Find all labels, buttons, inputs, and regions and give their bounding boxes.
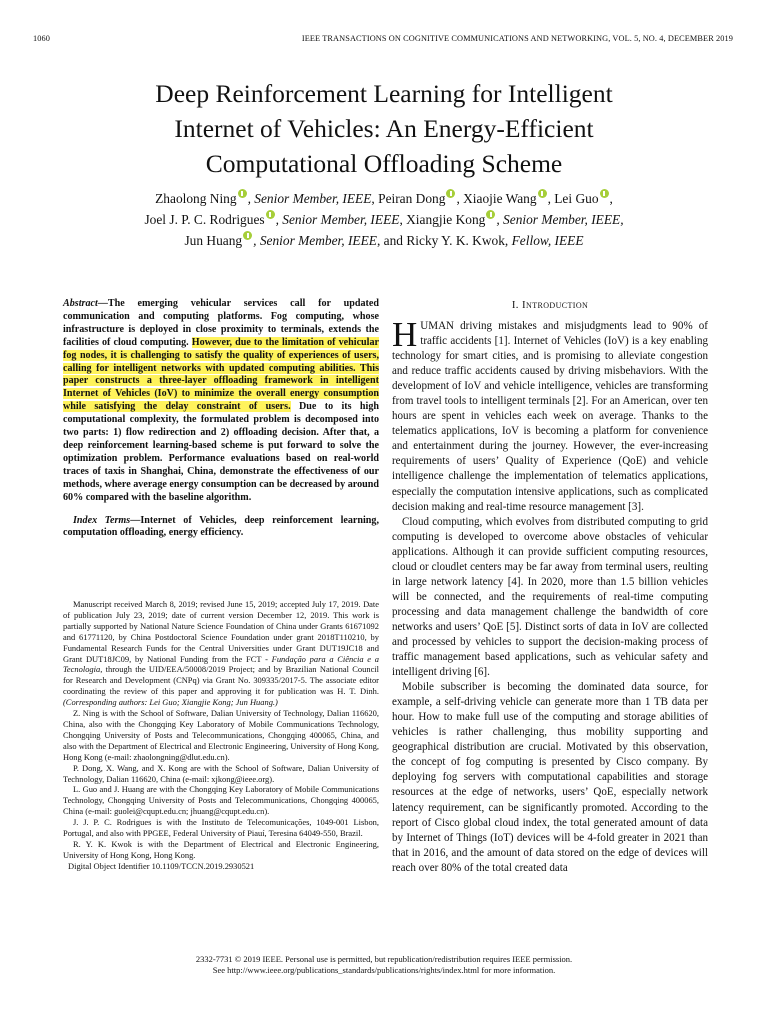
journal-header: IEEE TRANSACTIONS ON COGNITIVE COMMUNICATIONS AND NETWORKING, VOL. 5, NO. 4, DECEMBER 2019 — [301, 34, 733, 43]
running-header — [33, 34, 733, 48]
index-terms — [63, 515, 379, 541]
section-heading — [392, 299, 708, 311]
paper-title — [40, 76, 728, 181]
author-line-2 — [40, 209, 728, 230]
paragraph: Mobile subscriber is becoming the dominated data source, for example, a self-driving vehicle can generate more than 1 TB data per hour. How to make full use of the computing and storage abilities of vehicles is rather challenging, thus mobility supporting and geographical distribution are crucial. Motivated by this observation, the concept of fog computing is presented by Cisco company. By deploying fog servers with computational capabilities and storage resources at the edge of networks, users’ QoE, especially network latency requirement, can be significantly promoted. According to the report of Cisco global cloud index, the total generated amount of data by Internet of Things (IoT) devices will be 4-fold greater in 2021 than that in 2016, and the amount of data stored on the edge of devices will reach over 80% of the total created data — [392, 681, 708, 874]
orcid-icon[interactable] — [600, 189, 609, 198]
abstract-highlight: However, due to the limitation of vehicular fog nodes, it is challenging to satisfy the quality of experiences of users, calling for intelligent networks with updated computing abilities. This paper constructs a three-layer offloading framework in intelligent Internet of Vehicles (IoV) to minimize the overall energy consumption while satisfying the delay constraint of users. — [63, 336, 379, 413]
affiliation-note: P. Dong, X. Wang, and X. Kong are with the School of Software, Dalian University of Technology, Dalian 116620, China (e-mail: xjkong@ieee.org). — [63, 762, 379, 784]
author-name: , Peiran Dong — [371, 191, 446, 206]
page-number: 1060 — [33, 34, 50, 43]
author-separator: , — [609, 191, 613, 206]
copyright-line: 2332-7731 © 2019 IEEE. Personal use is permitted, but republication/redistribution requires IEEE permission. — [195, 954, 573, 964]
abstract — [63, 298, 379, 505]
author-name: Joel J. P. C. Rodrigues — [144, 212, 265, 227]
copyright-notice — [40, 954, 728, 976]
index-terms-lead: Index Terms — [73, 514, 131, 526]
author-name: , Lei Guo — [547, 191, 599, 206]
paragraph-text: UMAN driving mistakes and misjudgments lead to 90% of traffic accidents [1]. Internet of Vehicles (IoV) is a key enabling technology for smart cities, and is promising to alleviate congestion and reduce traffic accidents caused by driving misbehaviors. With the development of IoV and vehicle intelligence, vehicles are transforming from travel tools to intelligent terminals [2]. For an American, over ten hours are spent in vehicles each week on average. Thanks to the telematics applications, IoV is becoming a platform for convenience and entertainment during the journey. However, the ever-increasing requirements of users’ Quality of Experience (QoE) and vehicle intelligence challenge the implementation of telematics applications, especially the computation intensive applications, such as complicated decision making and real-time resource management [3]. — [392, 320, 708, 513]
affiliation-note: J. J. P. C. Rodrigues is with the Instituto de Telecomunicações, 1049-001 Lisbon, Portugal, and also with PPGEE, Federal University of Piauí, Teresina 64049-550, Brazil. — [63, 817, 379, 839]
orcid-icon[interactable] — [238, 189, 247, 198]
author-line-1 — [40, 188, 728, 209]
section-number: I. — [511, 299, 523, 311]
orcid-icon[interactable] — [538, 189, 547, 198]
title-line-2: Internet of Vehicles: An Energy-Efficient — [174, 114, 594, 143]
copyright-url[interactable]: See http://www.ieee.org/publications_standards/publications/rights/index.html for more information. — [212, 965, 556, 975]
footnotes — [63, 599, 379, 872]
abstract-text: Due to its high computational complexity, the formulated problem is decomposed into two parts: 1) flow redirection and 2) offloading decision. After that, a deep reinforcement learning-based scheme is put forward to solve the optimization problem. Performance evaluations based on real-world traces of taxis in Shanghai, China, demonstrate the effectiveness of our methods, where average energy consumption can be decreased by around 60% compared with the baseline algorithm. — [63, 401, 379, 503]
orcid-icon[interactable] — [446, 189, 455, 198]
footnote-text: , through the UID/EEA/50008/2019 Project; and by Brazilian National Council for Research and Development (CNPq) via Grant No. 309335/2017-5. The associate editor coordinating the review of this paper and approving it for publication was H. T. Dinh. — [63, 664, 379, 697]
orcid-icon[interactable] — [486, 210, 495, 219]
author-membership: , Senior Member, IEEE — [275, 212, 400, 227]
author-membership: , Senior Member, IEEE, — [496, 212, 624, 227]
index-terms-text: —Internet of Vehicles, deep reinforcement learning, computation offloading, energy efficiency. — [63, 514, 379, 539]
author-name: , Xiaojie Wang — [456, 191, 537, 206]
footnote-text: Manuscript received March 8, 2019; revised June 15, 2019; accepted July 17, 2019. Date of publication July 23, 2019; date of current version December 12, 2019. This work is partially supported by National Nature Science Foundation of China under Grants 61671092 and 61771120, by China Postdoctoral Science Foundation under grant 2018T110210, by Fundamental Research Funds for the Central Universities under Grant DUT19JC18 and Grant DUT18JC09, by National Funding from the FCT - — [63, 599, 379, 664]
section-title: Introduction — [522, 299, 589, 311]
author-membership: , Senior Member, IEEE — [247, 191, 372, 206]
corresponding-authors: (Corresponding authors: Lei Guo; Xiangjie Kong; Jun Huang.) — [63, 697, 278, 708]
orcid-icon[interactable] — [243, 231, 252, 240]
author-name: Zhaolong Ning — [155, 191, 237, 206]
right-column — [392, 299, 708, 876]
doi[interactable]: Digital Object Identifier 10.1109/TCCN.2019.2930521 — [68, 860, 255, 871]
author-name: , Xiangjie Kong — [399, 212, 486, 227]
author-line-3 — [40, 230, 728, 251]
paragraph: Cloud computing, which evolves from distributed computing to grid computing is developed to overcome above obstacles of vehicular applications. Although it can provide sufficient computing resources, cloud or cloudlet centers may be far away from terminal users, reulting in large network latency [4]. In 2020, more than 1.5 billion vehicles will be connected, and the requirements of real-time computing processing and data management challenge the bandwidth of core networks and users’ QoE [5]. Distinct sorts of data in IoV are collected and processed by vehicles to support the decision-making process of traffic management based applications, such as vehicular safety and intelligent driving [6]. — [392, 515, 708, 679]
affiliation-note: R. Y. K. Kwok is with the Department of Electrical and Electronic Engineering, University of Hong Kong, Hong Kong. — [63, 838, 379, 860]
drop-cap: H — [392, 315, 418, 354]
paragraph — [392, 315, 708, 515]
title-line-3: Computational Offloading Scheme — [205, 149, 563, 178]
author-membership: , Senior Member, IEEE — [253, 233, 377, 248]
footnote-text: Fundação para a Ciência e a Tecnologia — [63, 653, 379, 675]
author-list — [40, 188, 728, 251]
author-membership: Fellow, IEEE — [511, 233, 584, 248]
abstract-text: —The emerging vehicular services call for updated communication and computing platforms. Fog computing, whose infrastructure is deployed in close proximity to terminals, extends the facilities of cloud computing. — [63, 298, 379, 348]
left-column — [63, 298, 379, 540]
author-name: Jun Huang — [184, 233, 243, 248]
abstract-lead: Abstract — [63, 298, 98, 309]
manuscript-note — [63, 599, 379, 708]
orcid-icon[interactable] — [266, 210, 275, 219]
title-line-1: Deep Reinforcement Learning for Intelligent — [155, 79, 613, 108]
affiliation-note: Z. Ning is with the School of Software, Dalian University of Technology, Dalian 116620, China, also with the Chongqing Key Laboratory of Mobile Communications Technology, Chongqing University of Posts and Telecommunications, Chongqing 400065, China, and also with the Department of Electrical and Electronic Engineering, University of Hong Kong, Hong Kong (e-mail: zhaolongning@dlut.edu.cn). — [63, 708, 379, 762]
affiliation-note: L. Guo and J. Huang are with the Chongqing Key Laboratory of Mobile Communications Technology, Chongqing University of Posts and Telecommunications, Chongqing 400065, China (e-mail: guolei@cqupt.edu.cn; jhuang@cqupt.edu.cn). — [63, 784, 379, 817]
author-name: , and Ricky Y. K. Kwok, — [376, 233, 512, 248]
